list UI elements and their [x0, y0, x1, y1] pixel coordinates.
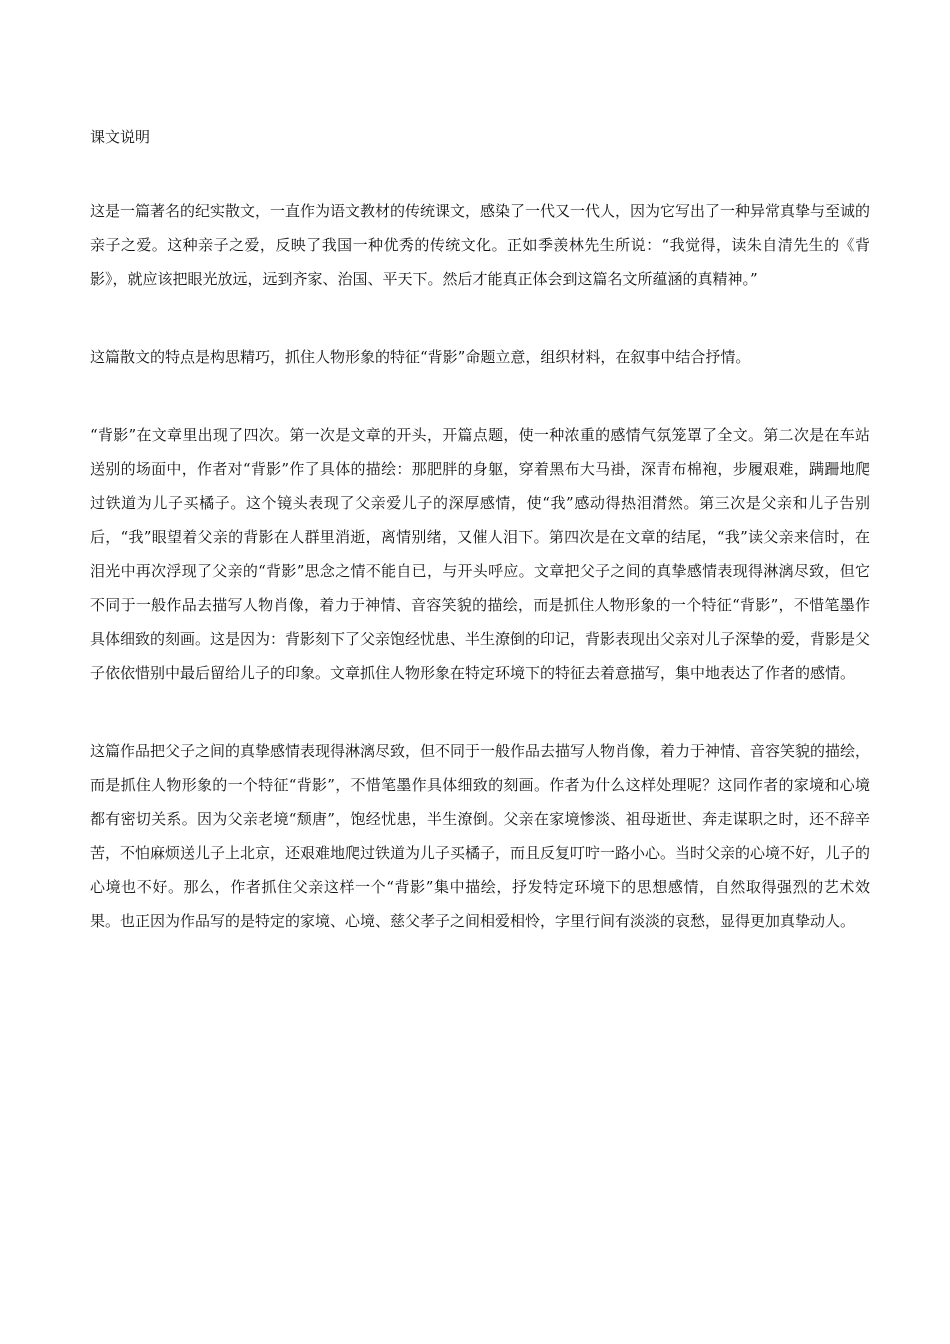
document-page	[90, 120, 870, 938]
paragraph-features: 这篇散文的特点是构思精巧，抓住人物形象的特征“背影”命题立意，组织材料，在叙事中结合抒情。	[90, 348, 751, 366]
spacer	[90, 690, 870, 734]
spacer	[90, 154, 870, 194]
paragraph-analysis: 这篇作品把父子之间的真挚感情表现得淋漓尽致，但不同于一般作品去描写人物肖像，着力于神情、音容笑貌的描绘，而是抓住人物形象的一个特征“背影”，不惜笔墨作具体细致的刻画。作者为什么这样处理呢？这同作者的家境和心境都有密切关系。因为父亲老境“颓唐”，饱经忧患，半生潦倒。父亲在家境惨淡、祖母逝世、奔走谋职之时，还不辞辛苦，不怕麻烦送儿子上北京，还艰难地爬过铁道为儿子买橘子，而且反复叮咛一路小心。当时父亲的心境不好，儿子的心境也不好。那么，作者抓住父亲这样一个“背影”集中描绘，抒发特定环境下的思想感情，自然取得强烈的艺术效果。也正因为作品写的是特定的家境、心境、慈父孝子之间相爱相怜，字里行间有淡淡的哀愁，显得更加真挚动人。	[90, 742, 871, 930]
spacer	[90, 374, 870, 418]
document-title: 课文说明	[90, 128, 151, 146]
spacer	[90, 296, 870, 340]
paragraph-intro: 这是一篇著名的纪实散文，一直作为语文教材的传统课文，感染了一代又一代人，因为它写出了一种异常真挚与至诚的亲子之爱。这种亲子之爱，反映了我国一种优秀的传统文化。正如季羡林先生所说：“我觉得，读朱自清先生的《背影》，就应该把眼光放远，远到齐家、治国、平天下。然后才能真正体会到这篇名文所蕴涵的真精神。”	[90, 202, 871, 288]
paragraph-four-appearances: “背影”在文章里出现了四次。第一次是文章的开头，开篇点题，使一种浓重的感情气氛笼罩了全文。第二次是在车站送别的场面中，作者对“背影”作了具体的描绘：那肥胖的身躯，穿着黑布大马褂，深青布棉袍，步履艰难，蹒跚地爬过铁道为儿子买橘子。这个镜头表现了父亲爱儿子的深厚感情，使“我”感动得热泪潸然。第三次是父亲和儿子告别后，“我”眼望着父亲的背影在人群里消逝，离情别绪，又催人泪下。第四次是在文章的结尾，“我”读父亲来信时，在泪光中再次浮现了父亲的“背影”思念之情不能自已，与开头呼应。文章把父子之间的真挚感情表现得淋漓尽致，但它不同于一般作品去描写人物肖像，着力于神情、音容笑貌的描绘，而是抓住人物形象的一个特征“背影”，不惜笔墨作具体细致的刻画。这是因为：背影刻下了父亲饱经忧患、半生潦倒的印记，背影表现出父亲对儿子深挚的爱，背影是父子依依惜别中最后留给儿子的印象。文章抓住人物形象在特定环境下的特征去着意描写，集中地表达了作者的感情。	[90, 426, 871, 682]
